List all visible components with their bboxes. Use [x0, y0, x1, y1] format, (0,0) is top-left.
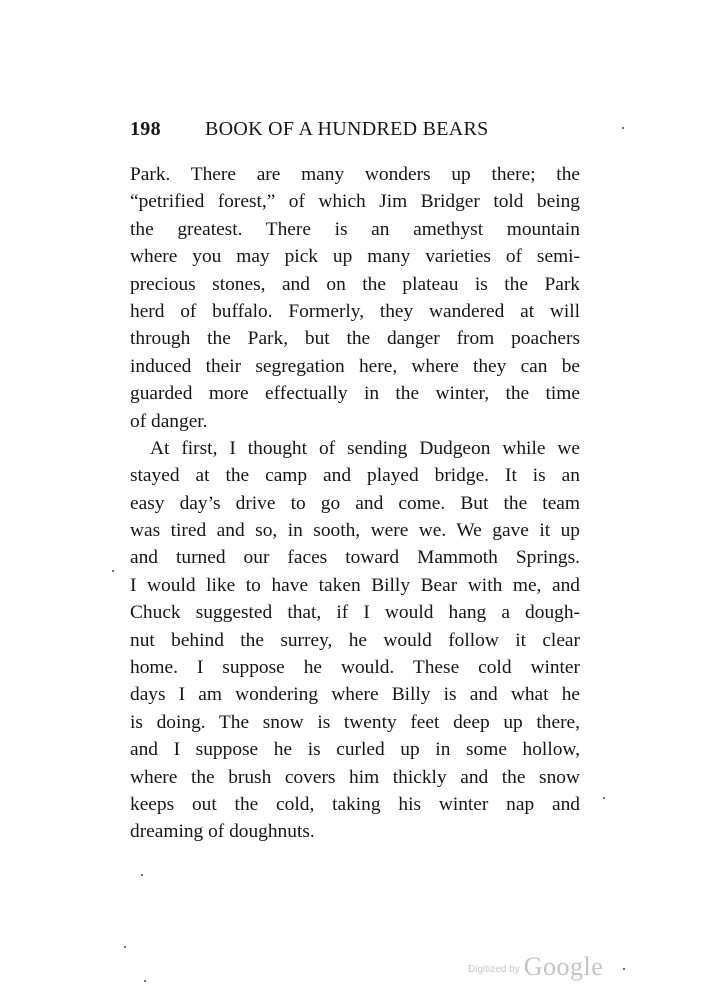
text-line: stayed at the camp and played bridge. It is an [130, 465, 580, 487]
running-header [130, 118, 590, 146]
scan-speck [144, 980, 146, 982]
text-line: is doing. The snow is twenty feet deep up there, [130, 711, 580, 733]
text-line: precious stones, and on the plateau is the Park [130, 273, 580, 295]
text-line: dreaming of doughnuts. [130, 821, 315, 843]
text-line: through the Park, but the danger from poachers [130, 328, 580, 350]
text-line: nut behind the surrey, he would follow it clear [130, 629, 580, 651]
text-line: where the brush covers him thickly and the snow [130, 766, 580, 788]
text-line: and turned our faces toward Mammoth Springs. [130, 547, 580, 569]
text-line: guarded more effectually in the winter, the time [130, 383, 580, 405]
running-title: BOOK OF A HUNDRED BEARS [205, 118, 489, 140]
digitized-by-google-watermark [468, 952, 603, 982]
scan-speck [623, 968, 625, 970]
text-line: of danger. [130, 410, 208, 432]
text-line: where you may pick up many varieties of semi- [130, 246, 580, 268]
scan-speck [124, 946, 126, 948]
text-line: herd of buffalo. Formerly, they wandered at will [130, 300, 580, 322]
text-line: Chuck suggested that, if I would hang a dough- [130, 602, 580, 624]
text-line: was tired and so, in sooth, were we. We gave it up [130, 520, 580, 542]
text-line: the greatest. There is an amethyst mountain [130, 218, 580, 240]
scan-speck [603, 797, 605, 799]
text-line: induced their segregation here, where they can be [130, 355, 580, 377]
text-line: keeps out the cold, taking his winter nap and [130, 793, 580, 815]
scan-speck [112, 570, 114, 572]
text-line: easy day’s drive to go and come. But the team [130, 492, 580, 514]
scan-speck [141, 874, 143, 876]
text-line: Park. There are many wonders up there; the [130, 164, 580, 185]
page-number: 198 [130, 118, 161, 140]
text-line: days I am wondering where Billy is and what he [130, 684, 580, 706]
text-line: I would like to have taken Billy Bear with me, and [130, 574, 580, 596]
text-line: “petrified forest,” of which Jim Bridger told being [130, 191, 580, 213]
google-logo: Google [523, 952, 604, 981]
body-text [130, 161, 580, 846]
text-line: home. I suppose he would. These cold winter [130, 657, 580, 679]
text-line: and I suppose he is curled up in some hollow, [130, 739, 580, 761]
paragraph-first-line: At first, I thought of sending Dudgeon while we [150, 437, 580, 459]
watermark-prefix: Digitized by [468, 964, 520, 975]
scan-speck [622, 127, 624, 129]
